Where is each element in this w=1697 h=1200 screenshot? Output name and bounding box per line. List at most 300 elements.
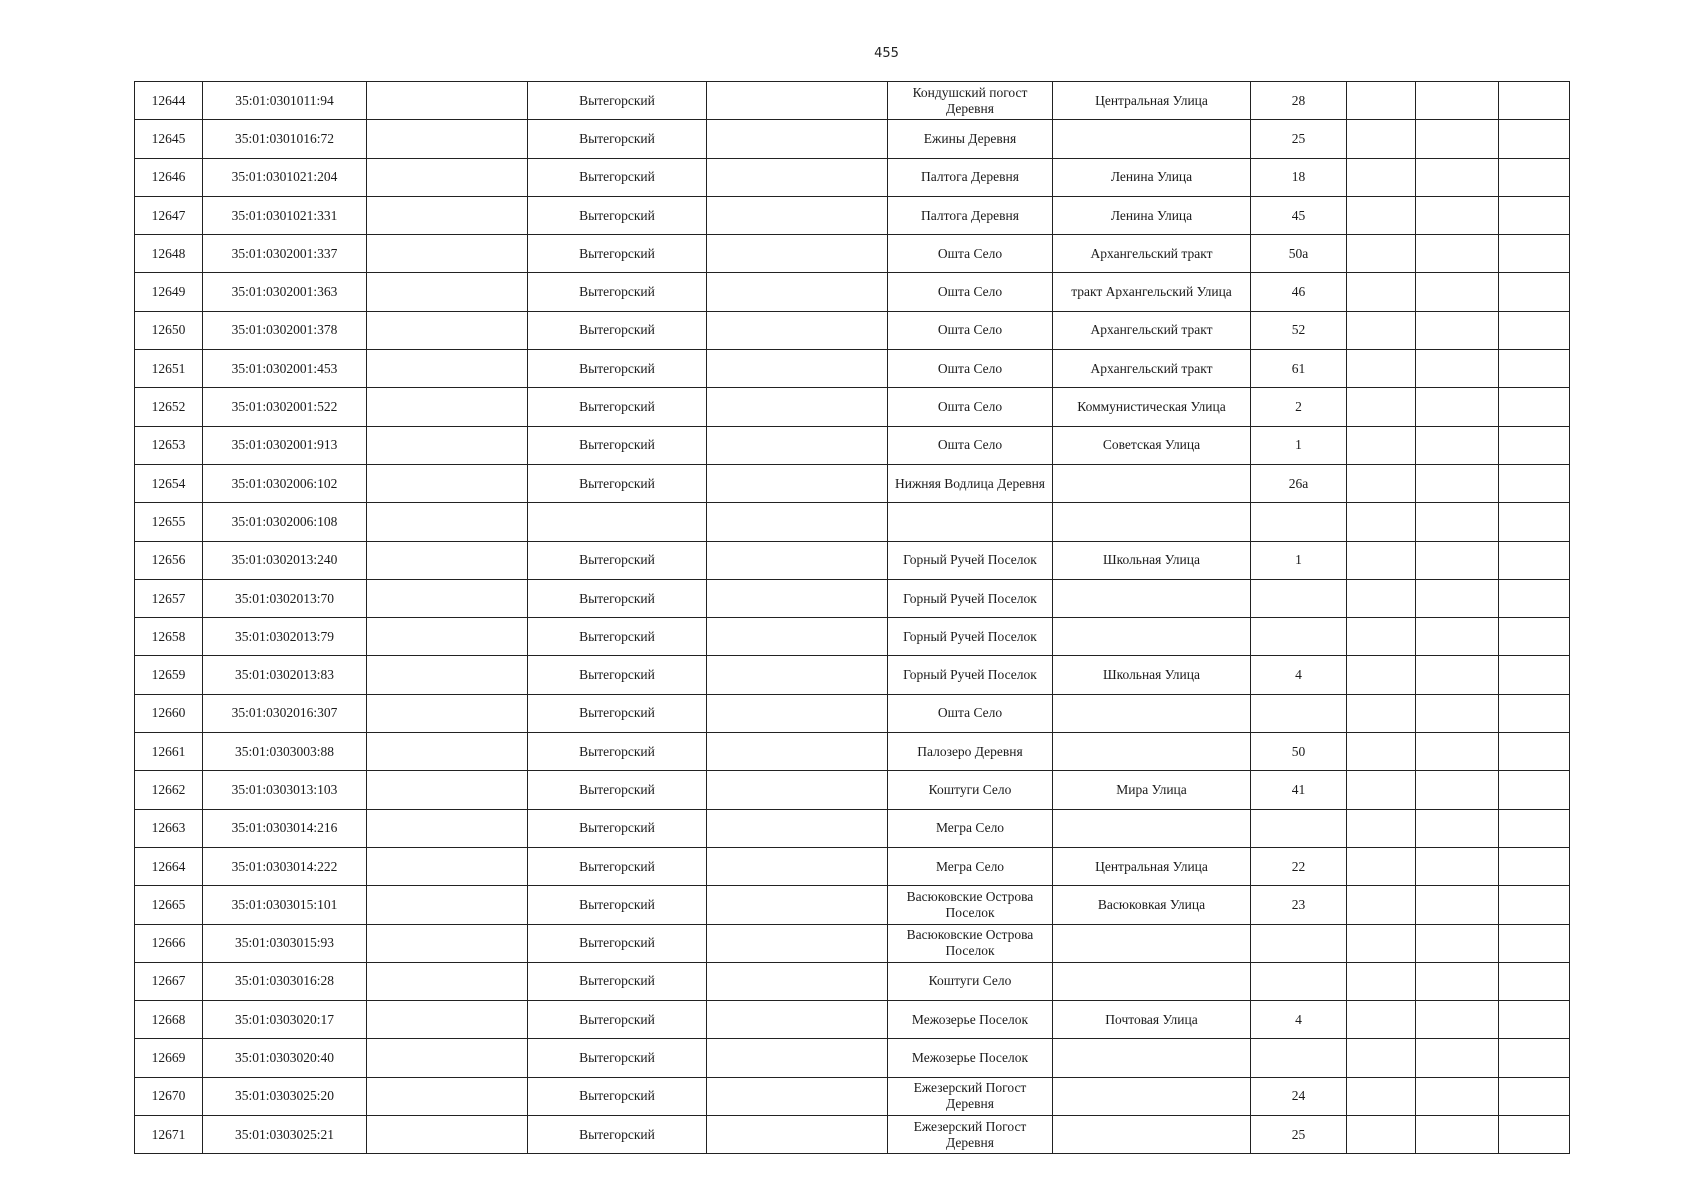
locality-cell: Ошта Село	[888, 426, 1053, 464]
cadastral-number-cell: 35:01:0303016:28	[203, 962, 367, 1000]
blank-cell-9	[1347, 618, 1416, 656]
table-row	[135, 464, 1570, 502]
cadastral-number-cell: 35:01:0303020:40	[203, 1039, 367, 1077]
cadastral-number-cell: 35:01:0303015:93	[203, 924, 367, 962]
street-cell	[1053, 503, 1251, 541]
street-cell: Ленина Улица	[1053, 158, 1251, 196]
district-cell: Вытегорский	[528, 618, 707, 656]
house-number-cell: 4	[1251, 656, 1347, 694]
district-cell: Вытегорский	[528, 426, 707, 464]
blank-cell-11	[1499, 1116, 1570, 1154]
blank-cell-3	[367, 120, 528, 158]
house-number-cell: 4	[1251, 1001, 1347, 1039]
blank-cell-9	[1347, 1116, 1416, 1154]
district-cell: Вытегорский	[528, 196, 707, 234]
blank-cell-5	[707, 886, 888, 924]
blank-cell-3	[367, 809, 528, 847]
blank-cell-11	[1499, 694, 1570, 732]
blank-cell-3	[367, 1077, 528, 1115]
blank-cell-5	[707, 120, 888, 158]
blank-cell-9	[1347, 196, 1416, 234]
district-cell: Вытегорский	[528, 350, 707, 388]
table-row	[135, 847, 1570, 885]
cadastral-number-cell: 35:01:0301021:331	[203, 196, 367, 234]
blank-cell-9	[1347, 120, 1416, 158]
district-cell: Вытегорский	[528, 847, 707, 885]
street-cell: Школьная Улица	[1053, 656, 1251, 694]
house-number-cell: 25	[1251, 1116, 1347, 1154]
street-cell: Советская Улица	[1053, 426, 1251, 464]
row-number-cell: 12668	[135, 1001, 203, 1039]
blank-cell-10	[1416, 426, 1499, 464]
registry-body	[135, 82, 1570, 1154]
blank-cell-10	[1416, 1077, 1499, 1115]
table-row	[135, 388, 1570, 426]
blank-cell-3	[367, 464, 528, 502]
row-number-cell: 12661	[135, 733, 203, 771]
blank-cell-10	[1416, 656, 1499, 694]
blank-cell-11	[1499, 1001, 1570, 1039]
table-row	[135, 694, 1570, 732]
blank-cell-5	[707, 273, 888, 311]
locality-cell: Васюковские Острова Поселок	[888, 886, 1053, 924]
cadastral-number-cell: 35:01:0302013:240	[203, 541, 367, 579]
blank-cell-9	[1347, 962, 1416, 1000]
blank-cell-3	[367, 503, 528, 541]
table-row	[135, 656, 1570, 694]
blank-cell-9	[1347, 771, 1416, 809]
blank-cell-11	[1499, 924, 1570, 962]
table-row	[135, 273, 1570, 311]
blank-cell-11	[1499, 426, 1570, 464]
house-number-cell: 1	[1251, 426, 1347, 464]
house-number-cell	[1251, 1039, 1347, 1077]
street-cell	[1053, 1116, 1251, 1154]
table-row	[135, 541, 1570, 579]
cadastral-number-cell: 35:01:0303013:103	[203, 771, 367, 809]
property-registry-table	[134, 81, 1570, 1154]
blank-cell-5	[707, 809, 888, 847]
blank-cell-3	[367, 733, 528, 771]
blank-cell-9	[1347, 426, 1416, 464]
blank-cell-9	[1347, 886, 1416, 924]
blank-cell-10	[1416, 235, 1499, 273]
locality-cell: Горный Ручей Поселок	[888, 541, 1053, 579]
house-number-cell	[1251, 618, 1347, 656]
row-number-cell: 12650	[135, 311, 203, 349]
house-number-cell	[1251, 809, 1347, 847]
blank-cell-5	[707, 847, 888, 885]
locality-cell	[888, 503, 1053, 541]
row-number-cell: 12654	[135, 464, 203, 502]
street-cell	[1053, 1077, 1251, 1115]
house-number-cell: 52	[1251, 311, 1347, 349]
locality-cell: Нижняя Водлица Деревня	[888, 464, 1053, 502]
house-number-cell	[1251, 924, 1347, 962]
row-number-cell: 12648	[135, 235, 203, 273]
street-cell: Школьная Улица	[1053, 541, 1251, 579]
table-row	[135, 82, 1570, 120]
blank-cell-11	[1499, 618, 1570, 656]
house-number-cell: 23	[1251, 886, 1347, 924]
table-row	[135, 1116, 1570, 1154]
street-cell: Почтовая Улица	[1053, 1001, 1251, 1039]
row-number-cell: 12666	[135, 924, 203, 962]
table-row	[135, 924, 1570, 962]
locality-cell: Мегра Село	[888, 809, 1053, 847]
row-number-cell: 12659	[135, 656, 203, 694]
table-row	[135, 311, 1570, 349]
blank-cell-5	[707, 196, 888, 234]
blank-cell-5	[707, 733, 888, 771]
blank-cell-9	[1347, 541, 1416, 579]
house-number-cell: 45	[1251, 196, 1347, 234]
blank-cell-9	[1347, 388, 1416, 426]
district-cell: Вытегорский	[528, 1039, 707, 1077]
house-number-cell	[1251, 962, 1347, 1000]
house-number-cell: 50а	[1251, 235, 1347, 273]
street-cell	[1053, 924, 1251, 962]
cadastral-number-cell: 35:01:0302006:102	[203, 464, 367, 502]
row-number-cell: 12646	[135, 158, 203, 196]
cadastral-number-cell: 35:01:0302001:913	[203, 426, 367, 464]
table-row	[135, 733, 1570, 771]
street-cell	[1053, 120, 1251, 158]
blank-cell-5	[707, 1077, 888, 1115]
table-row	[135, 962, 1570, 1000]
blank-cell-11	[1499, 656, 1570, 694]
row-number-cell: 12658	[135, 618, 203, 656]
house-number-cell	[1251, 579, 1347, 617]
street-cell	[1053, 809, 1251, 847]
blank-cell-10	[1416, 464, 1499, 502]
street-cell: Васюковкая Улица	[1053, 886, 1251, 924]
locality-cell: Ошта Село	[888, 273, 1053, 311]
blank-cell-10	[1416, 350, 1499, 388]
blank-cell-3	[367, 924, 528, 962]
cadastral-number-cell: 35:01:0302006:108	[203, 503, 367, 541]
blank-cell-10	[1416, 82, 1499, 120]
district-cell: Вытегорский	[528, 311, 707, 349]
district-cell	[528, 503, 707, 541]
blank-cell-5	[707, 579, 888, 617]
district-cell: Вытегорский	[528, 924, 707, 962]
blank-cell-5	[707, 388, 888, 426]
locality-cell: Коштуги Село	[888, 771, 1053, 809]
blank-cell-10	[1416, 1001, 1499, 1039]
district-cell: Вытегорский	[528, 656, 707, 694]
row-number-cell: 12653	[135, 426, 203, 464]
blank-cell-3	[367, 656, 528, 694]
house-number-cell: 26а	[1251, 464, 1347, 502]
blank-cell-3	[367, 694, 528, 732]
blank-cell-9	[1347, 311, 1416, 349]
cadastral-number-cell: 35:01:0303015:101	[203, 886, 367, 924]
cadastral-number-cell: 35:01:0303025:21	[203, 1116, 367, 1154]
blank-cell-10	[1416, 733, 1499, 771]
cadastral-number-cell: 35:01:0302013:83	[203, 656, 367, 694]
blank-cell-3	[367, 771, 528, 809]
house-number-cell: 46	[1251, 273, 1347, 311]
row-number-cell: 12664	[135, 847, 203, 885]
blank-cell-9	[1347, 809, 1416, 847]
blank-cell-11	[1499, 733, 1570, 771]
blank-cell-11	[1499, 388, 1570, 426]
street-cell	[1053, 733, 1251, 771]
locality-cell: Горный Ручей Поселок	[888, 579, 1053, 617]
blank-cell-3	[367, 541, 528, 579]
blank-cell-11	[1499, 1039, 1570, 1077]
blank-cell-5	[707, 158, 888, 196]
house-number-cell: 50	[1251, 733, 1347, 771]
street-cell: Архангельский тракт	[1053, 350, 1251, 388]
blank-cell-11	[1499, 886, 1570, 924]
table-row	[135, 771, 1570, 809]
street-cell	[1053, 579, 1251, 617]
cadastral-number-cell: 35:01:0302001:522	[203, 388, 367, 426]
blank-cell-10	[1416, 847, 1499, 885]
blank-cell-3	[367, 82, 528, 120]
district-cell: Вытегорский	[528, 579, 707, 617]
blank-cell-5	[707, 962, 888, 1000]
blank-cell-11	[1499, 350, 1570, 388]
blank-cell-10	[1416, 1039, 1499, 1077]
blank-cell-11	[1499, 1077, 1570, 1115]
blank-cell-10	[1416, 388, 1499, 426]
table-row	[135, 196, 1570, 234]
blank-cell-3	[367, 311, 528, 349]
table-row	[135, 120, 1570, 158]
district-cell: Вытегорский	[528, 886, 707, 924]
table-row	[135, 1039, 1570, 1077]
house-number-cell: 25	[1251, 120, 1347, 158]
blank-cell-5	[707, 235, 888, 273]
blank-cell-3	[367, 426, 528, 464]
blank-cell-10	[1416, 809, 1499, 847]
locality-cell: Васюковские Острова Поселок	[888, 924, 1053, 962]
house-number-cell	[1251, 503, 1347, 541]
blank-cell-5	[707, 82, 888, 120]
cadastral-number-cell: 35:01:0301011:94	[203, 82, 367, 120]
blank-cell-10	[1416, 541, 1499, 579]
row-number-cell: 12660	[135, 694, 203, 732]
street-cell: тракт Архангельский Улица	[1053, 273, 1251, 311]
cadastral-number-cell: 35:01:0303025:20	[203, 1077, 367, 1115]
cadastral-number-cell: 35:01:0303014:216	[203, 809, 367, 847]
district-cell: Вытегорский	[528, 273, 707, 311]
table-row	[135, 618, 1570, 656]
house-number-cell: 2	[1251, 388, 1347, 426]
row-number-cell: 12644	[135, 82, 203, 120]
blank-cell-9	[1347, 694, 1416, 732]
blank-cell-5	[707, 503, 888, 541]
district-cell: Вытегорский	[528, 694, 707, 732]
row-number-cell: 12662	[135, 771, 203, 809]
table-row	[135, 809, 1570, 847]
blank-cell-10	[1416, 694, 1499, 732]
house-number-cell: 22	[1251, 847, 1347, 885]
blank-cell-10	[1416, 273, 1499, 311]
blank-cell-5	[707, 541, 888, 579]
locality-cell: Ежезерский Погост Деревня	[888, 1116, 1053, 1154]
blank-cell-9	[1347, 1001, 1416, 1039]
blank-cell-10	[1416, 962, 1499, 1000]
blank-cell-5	[707, 350, 888, 388]
blank-cell-9	[1347, 924, 1416, 962]
cadastral-number-cell: 35:01:0302016:307	[203, 694, 367, 732]
cadastral-number-cell: 35:01:0303020:17	[203, 1001, 367, 1039]
blank-cell-10	[1416, 120, 1499, 158]
blank-cell-10	[1416, 1116, 1499, 1154]
table-row	[135, 503, 1570, 541]
blank-cell-10	[1416, 618, 1499, 656]
district-cell: Вытегорский	[528, 158, 707, 196]
street-cell: Мира Улица	[1053, 771, 1251, 809]
blank-cell-3	[367, 1039, 528, 1077]
locality-cell: Межозерье Поселок	[888, 1039, 1053, 1077]
blank-cell-9	[1347, 579, 1416, 617]
district-cell: Вытегорский	[528, 733, 707, 771]
blank-cell-10	[1416, 196, 1499, 234]
blank-cell-11	[1499, 311, 1570, 349]
blank-cell-10	[1416, 771, 1499, 809]
street-cell	[1053, 694, 1251, 732]
row-number-cell: 12667	[135, 962, 203, 1000]
blank-cell-9	[1347, 350, 1416, 388]
blank-cell-3	[367, 273, 528, 311]
street-cell: Архангельский тракт	[1053, 235, 1251, 273]
locality-cell: Кондушский погост Деревня	[888, 82, 1053, 120]
blank-cell-3	[367, 235, 528, 273]
district-cell: Вытегорский	[528, 120, 707, 158]
district-cell: Вытегорский	[528, 809, 707, 847]
district-cell: Вытегорский	[528, 235, 707, 273]
blank-cell-3	[367, 847, 528, 885]
blank-cell-11	[1499, 962, 1570, 1000]
row-number-cell: 12665	[135, 886, 203, 924]
street-cell: Центральная Улица	[1053, 847, 1251, 885]
blank-cell-3	[367, 1116, 528, 1154]
cadastral-number-cell: 35:01:0301021:204	[203, 158, 367, 196]
blank-cell-11	[1499, 235, 1570, 273]
row-number-cell: 12655	[135, 503, 203, 541]
page-number: 455	[874, 46, 899, 61]
blank-cell-11	[1499, 809, 1570, 847]
street-cell	[1053, 1039, 1251, 1077]
cadastral-number-cell: 35:01:0302013:70	[203, 579, 367, 617]
blank-cell-5	[707, 311, 888, 349]
blank-cell-5	[707, 1001, 888, 1039]
district-cell: Вытегорский	[528, 464, 707, 502]
blank-cell-9	[1347, 1039, 1416, 1077]
blank-cell-11	[1499, 503, 1570, 541]
blank-cell-10	[1416, 158, 1499, 196]
row-number-cell: 12652	[135, 388, 203, 426]
locality-cell: Ежины Деревня	[888, 120, 1053, 158]
district-cell: Вытегорский	[528, 771, 707, 809]
blank-cell-9	[1347, 1077, 1416, 1115]
blank-cell-11	[1499, 771, 1570, 809]
blank-cell-3	[367, 350, 528, 388]
blank-cell-11	[1499, 847, 1570, 885]
blank-cell-11	[1499, 82, 1570, 120]
blank-cell-5	[707, 426, 888, 464]
blank-cell-3	[367, 618, 528, 656]
blank-cell-10	[1416, 579, 1499, 617]
row-number-cell: 12669	[135, 1039, 203, 1077]
street-cell	[1053, 618, 1251, 656]
district-cell: Вытегорский	[528, 1001, 707, 1039]
row-number-cell: 12651	[135, 350, 203, 388]
locality-cell: Ошта Село	[888, 694, 1053, 732]
locality-cell: Палтога Деревня	[888, 196, 1053, 234]
district-cell: Вытегорский	[528, 388, 707, 426]
district-cell: Вытегорский	[528, 962, 707, 1000]
cadastral-number-cell: 35:01:0302001:363	[203, 273, 367, 311]
blank-cell-5	[707, 694, 888, 732]
cadastral-number-cell: 35:01:0303014:222	[203, 847, 367, 885]
blank-cell-10	[1416, 311, 1499, 349]
row-number-cell: 12670	[135, 1077, 203, 1115]
blank-cell-9	[1347, 464, 1416, 502]
cadastral-number-cell: 35:01:0302001:453	[203, 350, 367, 388]
blank-cell-10	[1416, 503, 1499, 541]
house-number-cell: 24	[1251, 1077, 1347, 1115]
cadastral-number-cell: 35:01:0302001:378	[203, 311, 367, 349]
blank-cell-9	[1347, 82, 1416, 120]
locality-cell: Коштуги Село	[888, 962, 1053, 1000]
blank-cell-5	[707, 656, 888, 694]
blank-cell-11	[1499, 196, 1570, 234]
row-number-cell: 12656	[135, 541, 203, 579]
house-number-cell: 28	[1251, 82, 1347, 120]
street-cell	[1053, 464, 1251, 502]
table-row	[135, 579, 1570, 617]
street-cell: Центральная Улица	[1053, 82, 1251, 120]
blank-cell-5	[707, 771, 888, 809]
blank-cell-3	[367, 388, 528, 426]
table-row	[135, 158, 1570, 196]
row-number-cell: 12671	[135, 1116, 203, 1154]
blank-cell-3	[367, 158, 528, 196]
locality-cell: Ошта Село	[888, 388, 1053, 426]
district-cell: Вытегорский	[528, 1116, 707, 1154]
row-number-cell: 12657	[135, 579, 203, 617]
locality-cell: Горный Ручей Поселок	[888, 656, 1053, 694]
table-row	[135, 1077, 1570, 1115]
blank-cell-11	[1499, 158, 1570, 196]
table-row	[135, 886, 1570, 924]
blank-cell-11	[1499, 120, 1570, 158]
locality-cell: Ошта Село	[888, 311, 1053, 349]
blank-cell-9	[1347, 235, 1416, 273]
locality-cell: Ошта Село	[888, 235, 1053, 273]
cadastral-number-cell: 35:01:0301016:72	[203, 120, 367, 158]
row-number-cell: 12649	[135, 273, 203, 311]
cadastral-number-cell: 35:01:0302013:79	[203, 618, 367, 656]
blank-cell-11	[1499, 464, 1570, 502]
district-cell: Вытегорский	[528, 1077, 707, 1115]
blank-cell-10	[1416, 924, 1499, 962]
table-row	[135, 235, 1570, 273]
table-row	[135, 1001, 1570, 1039]
blank-cell-3	[367, 1001, 528, 1039]
street-cell	[1053, 962, 1251, 1000]
blank-cell-5	[707, 1039, 888, 1077]
row-number-cell: 12663	[135, 809, 203, 847]
house-number-cell: 61	[1251, 350, 1347, 388]
blank-cell-3	[367, 196, 528, 234]
